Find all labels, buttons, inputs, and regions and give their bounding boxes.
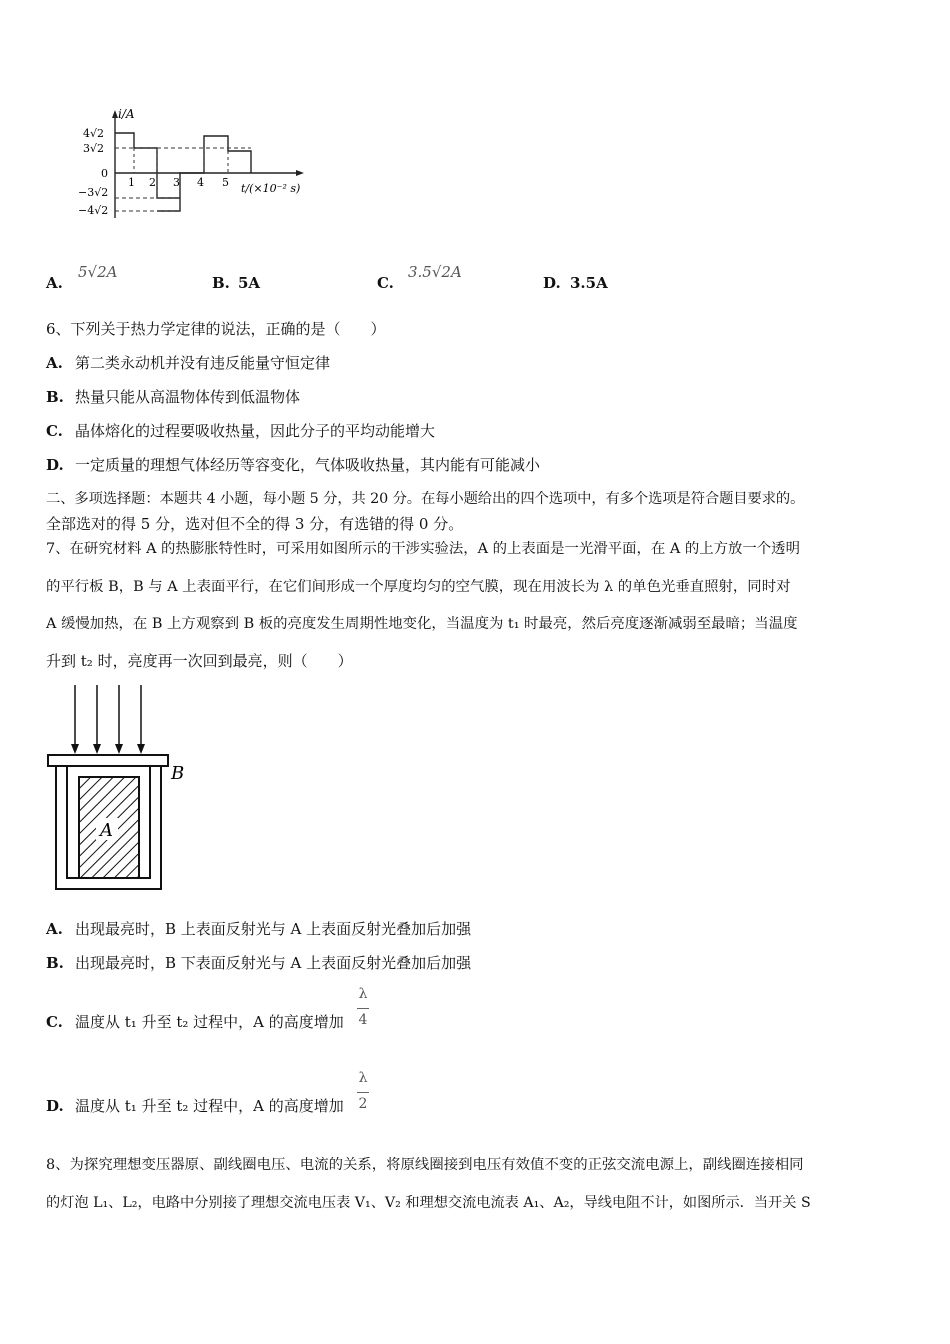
fraction-bar <box>357 1092 369 1093</box>
q5-option-c-text[interactable]: 3.5√2A <box>408 263 462 281</box>
q7-stem-line: 的平行板 B，B 与 A 上表面平行，在它们间形成一个厚度均匀的空气膜，现在用波长为 λ 的单色光垂直照射，同时对 <box>46 579 791 595</box>
q5-option-d-text[interactable]: 3.5A <box>570 274 608 292</box>
q8-stem-line: 8、为探究理想变压器原、副线圈电压、电流的关系，将原线圈接到电压有效值不变的正弦交流电源上，副线圈连接相同 <box>46 1157 804 1173</box>
q6-option-c-text[interactable]: 晶体熔化的过程要吸收热量，因此分子的平均动能增大 <box>75 422 436 440</box>
q6-option-a-letter[interactable]: A. <box>46 354 63 372</box>
q7-option-a-letter[interactable]: A. <box>46 920 63 938</box>
y-axis-label: i/A <box>118 107 135 121</box>
q8-stem-line: 的灯泡 L₁、L₂，电路中分别接了理想交流电压表 V₁、V₂ 和理想交流电流表 A₁、A₂，导线电阻不计，如图所示．当开关 S <box>46 1195 811 1211</box>
q7-option-b-text[interactable]: 出现最亮时，B 下表面反射光与 A 上表面反射光叠加后加强 <box>75 954 472 972</box>
plate-b <box>48 755 168 766</box>
incident-light-arrows <box>71 685 145 754</box>
fraction-numerator: λ <box>358 1070 368 1086</box>
x-tick-label: 2 <box>149 176 156 189</box>
section-heading-line1: 二、多项选择题：本题共 4 小题，每小题 5 分，共 20 分。在每小题给出的四个选项中，有多个选项是符合题目要求的。 <box>46 491 805 507</box>
interference-apparatus-figure <box>40 680 200 895</box>
current-time-graph <box>78 106 318 226</box>
section-heading-line2: 全部选对的得 5 分，选对但不全的得 3 分，有选错的得 0 分。 <box>46 515 464 533</box>
q5-option-d-letter[interactable]: D. <box>543 274 561 292</box>
y-tick-label: 0 <box>101 167 108 180</box>
q6-option-d-text[interactable]: 一定质量的理想气体经历等容变化，气体吸收热量，其内能有可能减小 <box>75 456 541 474</box>
q6-stem: 6、下列关于热力学定律的说法，正确的是（ ） <box>46 320 386 338</box>
y-tick-label: 4√2 <box>83 127 105 140</box>
y-tick-label: 3√2 <box>83 142 105 155</box>
q5-option-b-letter[interactable]: B. <box>212 274 230 292</box>
q7-option-c-text[interactable]: 温度从 t₁ 升至 t₂ 过程中，A 的高度增加 <box>75 1013 344 1031</box>
q7-stem-line: A 缓慢加热，在 B 上方观察到 B 板的亮度发生周期性地变化，当温度为 t₁ 时最亮，然后亮度逐渐减弱至最暗；当温度 <box>46 616 798 632</box>
q6-option-c-letter[interactable]: C. <box>46 422 63 440</box>
q7-option-c-letter[interactable]: C. <box>46 1013 63 1031</box>
q5-option-c-letter[interactable]: C. <box>377 274 394 292</box>
fraction-denominator: 4 <box>358 1012 368 1028</box>
x-axis-label: t/(×10⁻² s) <box>241 182 301 195</box>
q7-option-b-letter[interactable]: B. <box>46 954 64 972</box>
fraction-denominator: 2 <box>358 1096 368 1112</box>
q6-option-a-text[interactable]: 第二类永动机并没有违反能量守恒定律 <box>75 354 331 372</box>
x-tick-label: 5 <box>222 176 229 189</box>
y-tick-label: −3√2 <box>78 186 109 199</box>
q7-stem-line: 升到 t₂ 时，亮度再一次回到最亮，则（ ） <box>46 652 353 670</box>
q7-stem-line: 7、在研究材料 A 的热膨胀特性时，可采用如图所示的干涉实验法，A 的上表面是一光滑平面，在 A 的上方放一个透明 <box>46 541 800 557</box>
q6-option-b-text[interactable]: 热量只能从高温物体传到低温物体 <box>75 388 301 406</box>
q5-option-a-letter[interactable]: A. <box>46 274 63 292</box>
q5-option-a-text[interactable]: 5√2A <box>78 263 118 281</box>
q7-option-a-text[interactable]: 出现最亮时，B 上表面反射光与 A 上表面反射光叠加后加强 <box>75 920 472 938</box>
plate-b-label: B <box>171 763 185 784</box>
q7-option-d-letter[interactable]: D. <box>46 1097 64 1115</box>
x-tick-label: 4 <box>197 176 204 189</box>
current-waveform <box>115 133 251 211</box>
q5-option-b-text[interactable]: 5A <box>238 274 261 292</box>
sample-a-label: A <box>100 820 113 841</box>
q6-option-d-letter[interactable]: D. <box>46 456 64 474</box>
q6-option-b-letter[interactable]: B. <box>46 388 64 406</box>
x-axis-arrow <box>296 170 304 176</box>
fraction-numerator: λ <box>358 986 368 1002</box>
y-tick-label: −4√2 <box>78 204 109 217</box>
x-tick-label: 1 <box>128 176 135 189</box>
q7-option-d-text[interactable]: 温度从 t₁ 升至 t₂ 过程中，A 的高度增加 <box>75 1097 344 1115</box>
fraction-bar <box>357 1008 369 1009</box>
x-tick-label: 3 <box>173 176 180 189</box>
